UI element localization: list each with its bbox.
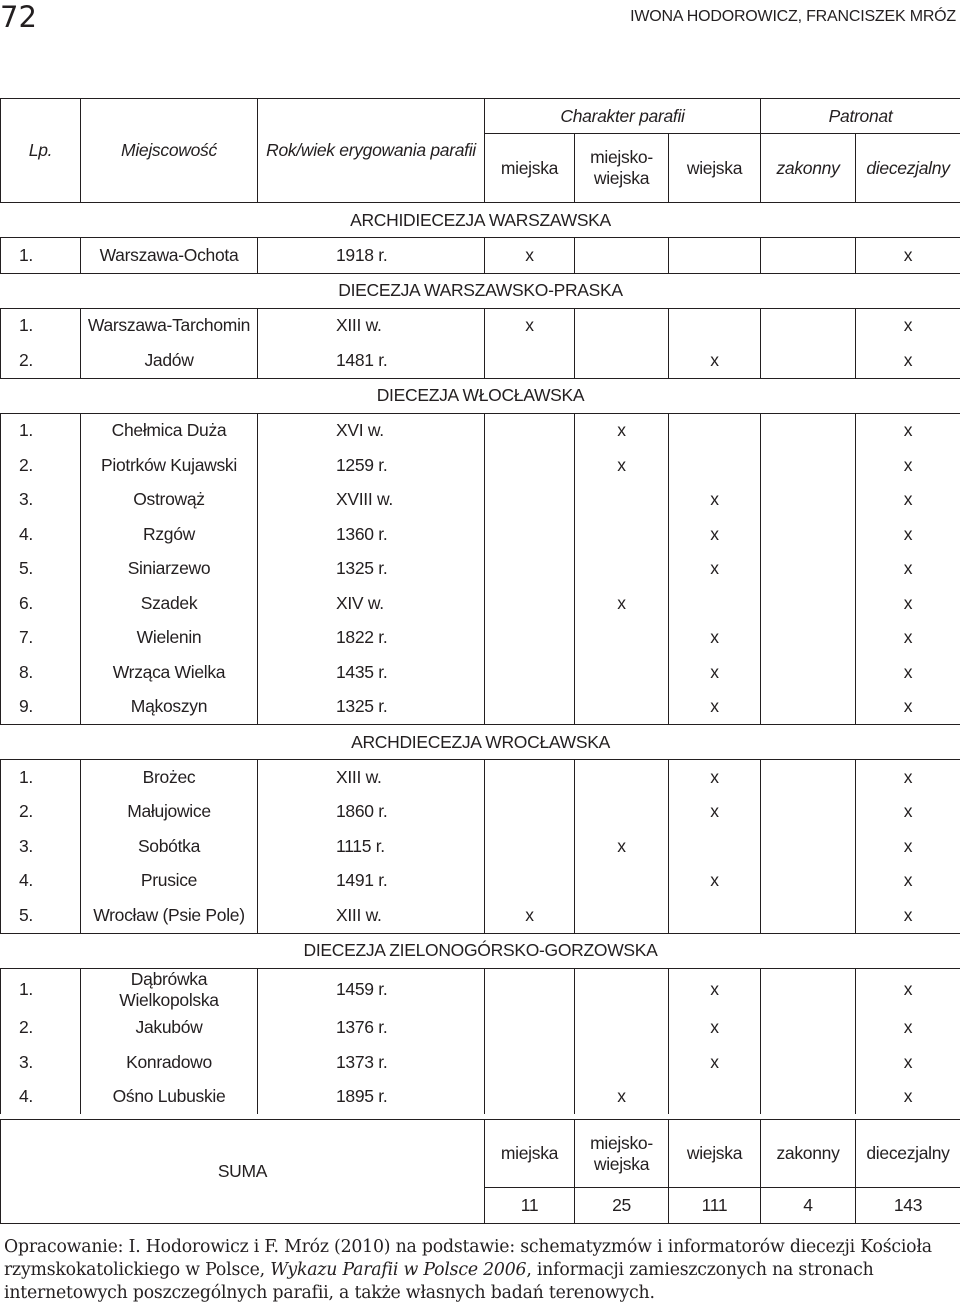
row-year: 1822 r.: [258, 621, 485, 656]
row-number: 7.: [1, 621, 81, 656]
row-place: Ostrowąż: [81, 483, 258, 518]
row-number: 3.: [1, 483, 81, 518]
row-wiejska: [669, 308, 761, 343]
row-zakonny: [761, 586, 856, 621]
row-number: 1.: [1, 413, 81, 448]
row-place: Małujowice: [81, 795, 258, 830]
row-miejska: x: [485, 308, 575, 343]
row-miejska: [485, 968, 575, 1011]
row-miejsko-wiejska: [575, 864, 669, 899]
row-wiejska: x: [669, 621, 761, 656]
row-miejsko-wiejska: [575, 1045, 669, 1080]
row-miejska: [485, 448, 575, 483]
row-year: 1376 r.: [258, 1011, 485, 1046]
row-wiejska: x: [669, 517, 761, 552]
row-miejsko-wiejska: [575, 483, 669, 518]
row-miejska: [485, 413, 575, 448]
table-row: [1, 1011, 960, 1046]
row-diecezjalny: x: [856, 1045, 960, 1080]
row-zakonny: [761, 621, 856, 656]
row-wiejska: x: [669, 343, 761, 378]
header-miejsko-wiejska: miejsko- wiejska: [575, 134, 669, 203]
row-wiejska: [669, 413, 761, 448]
row-year: 1481 r.: [258, 343, 485, 378]
row-wiejska: x: [669, 864, 761, 899]
row-zakonny: [761, 1011, 856, 1046]
row-miejska: [485, 621, 575, 656]
row-diecezjalny: x: [856, 864, 960, 899]
summary-value-miejska: 11: [485, 1188, 575, 1224]
row-number: 3.: [1, 829, 81, 864]
row-miejska: [485, 864, 575, 899]
table-row: [1, 898, 960, 933]
row-wiejska: [669, 898, 761, 933]
table-row: [1, 1045, 960, 1080]
row-year: 1259 r.: [258, 448, 485, 483]
row-year: 1373 r.: [258, 1045, 485, 1080]
row-diecezjalny: x: [856, 483, 960, 518]
table-row: [1, 308, 960, 343]
row-wiejska: x: [669, 1011, 761, 1046]
row-place: Jakubów: [81, 1011, 258, 1046]
row-miejska: x: [485, 238, 575, 274]
row-place: Chełmica Duża: [81, 413, 258, 448]
row-diecezjalny: x: [856, 968, 960, 1011]
row-miejsko-wiejska: x: [575, 413, 669, 448]
table-row: [1, 690, 960, 725]
row-wiejska: x: [669, 552, 761, 587]
row-place: Piotrków Kujawski: [81, 448, 258, 483]
summary-table: [0, 1119, 960, 1224]
row-diecezjalny: x: [856, 690, 960, 725]
row-place: Ośno Lubuskie: [81, 1080, 258, 1115]
row-miejsko-wiejska: [575, 1011, 669, 1046]
row-zakonny: [761, 829, 856, 864]
row-number: 5.: [1, 552, 81, 587]
summary-header-diecezjalny: diecezjalny: [856, 1120, 960, 1188]
row-number: 8.: [1, 655, 81, 690]
row-diecezjalny: x: [856, 517, 960, 552]
row-wiejska: x: [669, 968, 761, 1011]
summary-header-zakonny: zakonny: [761, 1120, 856, 1188]
row-year: XIII w.: [258, 308, 485, 343]
row-miejska: [485, 483, 575, 518]
row-zakonny: [761, 413, 856, 448]
row-zakonny: [761, 760, 856, 795]
table-row: [1, 413, 960, 448]
row-year: XIII w.: [258, 898, 485, 933]
row-miejsko-wiejska: [575, 343, 669, 378]
row-zakonny: [761, 898, 856, 933]
row-wiejska: [669, 448, 761, 483]
summary-header-miejska: miejska: [485, 1120, 575, 1188]
row-miejsko-wiejska: x: [575, 448, 669, 483]
row-place: Jadów: [81, 343, 258, 378]
row-miejsko-wiejska: x: [575, 586, 669, 621]
row-zakonny: [761, 968, 856, 1011]
table-row: [1, 621, 960, 656]
row-miejsko-wiejska: [575, 795, 669, 830]
row-zakonny: [761, 690, 856, 725]
row-miejsko-wiejska: [575, 898, 669, 933]
row-year: 1360 r.: [258, 517, 485, 552]
header-place: Miejscowość: [81, 99, 258, 203]
table-row: [1, 829, 960, 864]
row-wiejska: x: [669, 690, 761, 725]
row-wiejska: x: [669, 760, 761, 795]
table-row: [1, 517, 960, 552]
section-heading: DIECEZJA WŁOCŁAWSKA: [1, 378, 960, 413]
header-miejska: miejska: [485, 134, 575, 203]
row-miejsko-wiejska: [575, 552, 669, 587]
row-wiejska: [669, 1080, 761, 1115]
row-number: 5.: [1, 898, 81, 933]
row-year: 1895 r.: [258, 1080, 485, 1115]
row-year: XVI w.: [258, 413, 485, 448]
row-wiejska: x: [669, 1045, 761, 1080]
section-heading: ARCHIDIECEZJA WARSZAWSKA: [1, 203, 960, 238]
row-zakonny: [761, 483, 856, 518]
section-heading: DIECEZJA WARSZAWSKO-PRASKA: [1, 273, 960, 308]
row-place: Warszawa-Tarchomin: [81, 308, 258, 343]
table-row: [1, 552, 960, 587]
row-zakonny: [761, 517, 856, 552]
row-year: 1860 r.: [258, 795, 485, 830]
header-charakter: Charakter parafii: [485, 99, 761, 134]
row-miejsko-wiejska: x: [575, 1080, 669, 1115]
page-number: 72: [0, 0, 37, 34]
row-number: 1.: [1, 308, 81, 343]
table-row: [1, 448, 960, 483]
row-miejska: [485, 1045, 575, 1080]
row-number: 4.: [1, 517, 81, 552]
row-year: 1491 r.: [258, 864, 485, 899]
row-zakonny: [761, 795, 856, 830]
row-number: 3.: [1, 1045, 81, 1080]
row-miejsko-wiejska: [575, 238, 669, 274]
table-row: [1, 760, 960, 795]
row-year: 1459 r.: [258, 968, 485, 1011]
row-miejsko-wiejska: [575, 308, 669, 343]
row-miejsko-wiejska: [575, 690, 669, 725]
table-row: [1, 864, 960, 899]
summary-label: SUMA: [1, 1120, 485, 1224]
summary-value-zakonny: 4: [761, 1188, 856, 1224]
row-zakonny: [761, 864, 856, 899]
row-place: Siniarzewo: [81, 552, 258, 587]
header-diecezjalny: diecezjalny: [856, 134, 960, 203]
row-diecezjalny: x: [856, 898, 960, 933]
table-row: [1, 1080, 960, 1115]
row-miejska: [485, 655, 575, 690]
row-wiejska: [669, 586, 761, 621]
row-zakonny: [761, 343, 856, 378]
row-diecezjalny: x: [856, 1080, 960, 1115]
running-head: IWONA HODOROWICZ, FRANCISZEK MRÓZ: [630, 8, 956, 25]
table-row: [1, 655, 960, 690]
row-diecezjalny: x: [856, 795, 960, 830]
row-diecezjalny: x: [856, 655, 960, 690]
row-year: 1435 r.: [258, 655, 485, 690]
table-row: [1, 795, 960, 830]
row-place: Szadek: [81, 586, 258, 621]
row-year: XIV w.: [258, 586, 485, 621]
row-place: Dąbrówka Wielkopolska: [81, 968, 258, 1011]
row-zakonny: [761, 448, 856, 483]
header-zakonny: zakonny: [761, 134, 856, 203]
row-zakonny: [761, 1080, 856, 1115]
row-diecezjalny: x: [856, 448, 960, 483]
summary-header-wiejska: wiejska: [669, 1120, 761, 1188]
row-place: Wielenin: [81, 621, 258, 656]
row-diecezjalny: x: [856, 552, 960, 587]
row-zakonny: [761, 308, 856, 343]
table-row: [1, 238, 960, 274]
row-place: Wrząca Wielka: [81, 655, 258, 690]
row-number: 9.: [1, 690, 81, 725]
row-number: 2.: [1, 795, 81, 830]
row-place: Sobótka: [81, 829, 258, 864]
row-miejska: [485, 829, 575, 864]
row-wiejska: [669, 238, 761, 274]
row-diecezjalny: x: [856, 343, 960, 378]
row-miejska: [485, 517, 575, 552]
row-diecezjalny: x: [856, 308, 960, 343]
row-diecezjalny: x: [856, 1011, 960, 1046]
row-diecezjalny: x: [856, 621, 960, 656]
row-zakonny: [761, 238, 856, 274]
row-zakonny: [761, 655, 856, 690]
header-wiejska: wiejska: [669, 134, 761, 203]
row-miejsko-wiejska: [575, 517, 669, 552]
table-row: [1, 968, 960, 1011]
row-miejsko-wiejska: x: [575, 829, 669, 864]
row-number: 2.: [1, 343, 81, 378]
row-diecezjalny: x: [856, 829, 960, 864]
header-lp: Lp.: [1, 99, 81, 203]
row-place: Wrocław (Psie Pole): [81, 898, 258, 933]
table-row: [1, 586, 960, 621]
row-place: Brożec: [81, 760, 258, 795]
row-wiejska: x: [669, 655, 761, 690]
row-miejska: [485, 795, 575, 830]
row-diecezjalny: x: [856, 238, 960, 274]
row-diecezjalny: x: [856, 413, 960, 448]
row-year: 1115 r.: [258, 829, 485, 864]
row-miejska: x: [485, 898, 575, 933]
row-place: Prusice: [81, 864, 258, 899]
table-row: [1, 483, 960, 518]
row-miejska: [485, 1080, 575, 1115]
table-row: [1, 343, 960, 378]
row-miejska: [485, 586, 575, 621]
row-zakonny: [761, 1045, 856, 1080]
row-year: XIII w.: [258, 760, 485, 795]
row-miejska: [485, 1011, 575, 1046]
row-year: 1918 r.: [258, 238, 485, 274]
row-miejska: [485, 690, 575, 725]
row-number: 1.: [1, 968, 81, 1011]
section-heading: DIECEZJA ZIELONOGÓRSKO-GORZOWSKA: [1, 933, 960, 968]
row-miejsko-wiejska: [575, 760, 669, 795]
row-wiejska: x: [669, 795, 761, 830]
source-note: Opracowanie: I. Hodorowicz i F. Mróz (2010) na podstawie: schematyzmów i informatorów diecezji Kościoła rzymskokatolickiego w Polsce, Wykazu Parafii w Polsce 2006, informacji zamieszczonych na stronach internetowych poszczególnych parafii, a także własnych badań terenowych.: [4, 1237, 932, 1303]
row-diecezjalny: x: [856, 586, 960, 621]
row-miejska: [485, 343, 575, 378]
row-number: 1.: [1, 760, 81, 795]
summary-value-diecezjalny: 143: [856, 1188, 960, 1224]
row-place: Rzgów: [81, 517, 258, 552]
row-miejska: [485, 760, 575, 795]
row-miejsko-wiejska: [575, 621, 669, 656]
row-place: Mąkoszyn: [81, 690, 258, 725]
row-miejsko-wiejska: [575, 968, 669, 1011]
row-number: 1.: [1, 238, 81, 274]
row-number: 4.: [1, 864, 81, 899]
summary-value-miejsko-wiejska: 25: [575, 1188, 669, 1224]
header-patronat: Patronat: [761, 99, 960, 134]
row-place: Warszawa-Ochota: [81, 238, 258, 274]
row-wiejska: [669, 829, 761, 864]
summary-value-wiejska: 111: [669, 1188, 761, 1224]
header-year: Rok/wiek erygowania parafii: [258, 99, 485, 203]
row-year: 1325 r.: [258, 552, 485, 587]
summary-header-miejsko-wiejska: miejsko- wiejska: [575, 1120, 669, 1188]
row-number: 6.: [1, 586, 81, 621]
row-wiejska: x: [669, 483, 761, 518]
row-place: Konradowo: [81, 1045, 258, 1080]
row-diecezjalny: x: [856, 760, 960, 795]
row-number: 4.: [1, 1080, 81, 1115]
row-miejska: [485, 552, 575, 587]
row-number: 2.: [1, 448, 81, 483]
row-year: XVIII w.: [258, 483, 485, 518]
section-heading: ARCHDIECEZJA WROCŁAWSKA: [1, 725, 960, 760]
row-zakonny: [761, 552, 856, 587]
row-number: 2.: [1, 1011, 81, 1046]
row-year: 1325 r.: [258, 690, 485, 725]
row-miejsko-wiejska: [575, 655, 669, 690]
parish-table: [0, 98, 960, 1114]
